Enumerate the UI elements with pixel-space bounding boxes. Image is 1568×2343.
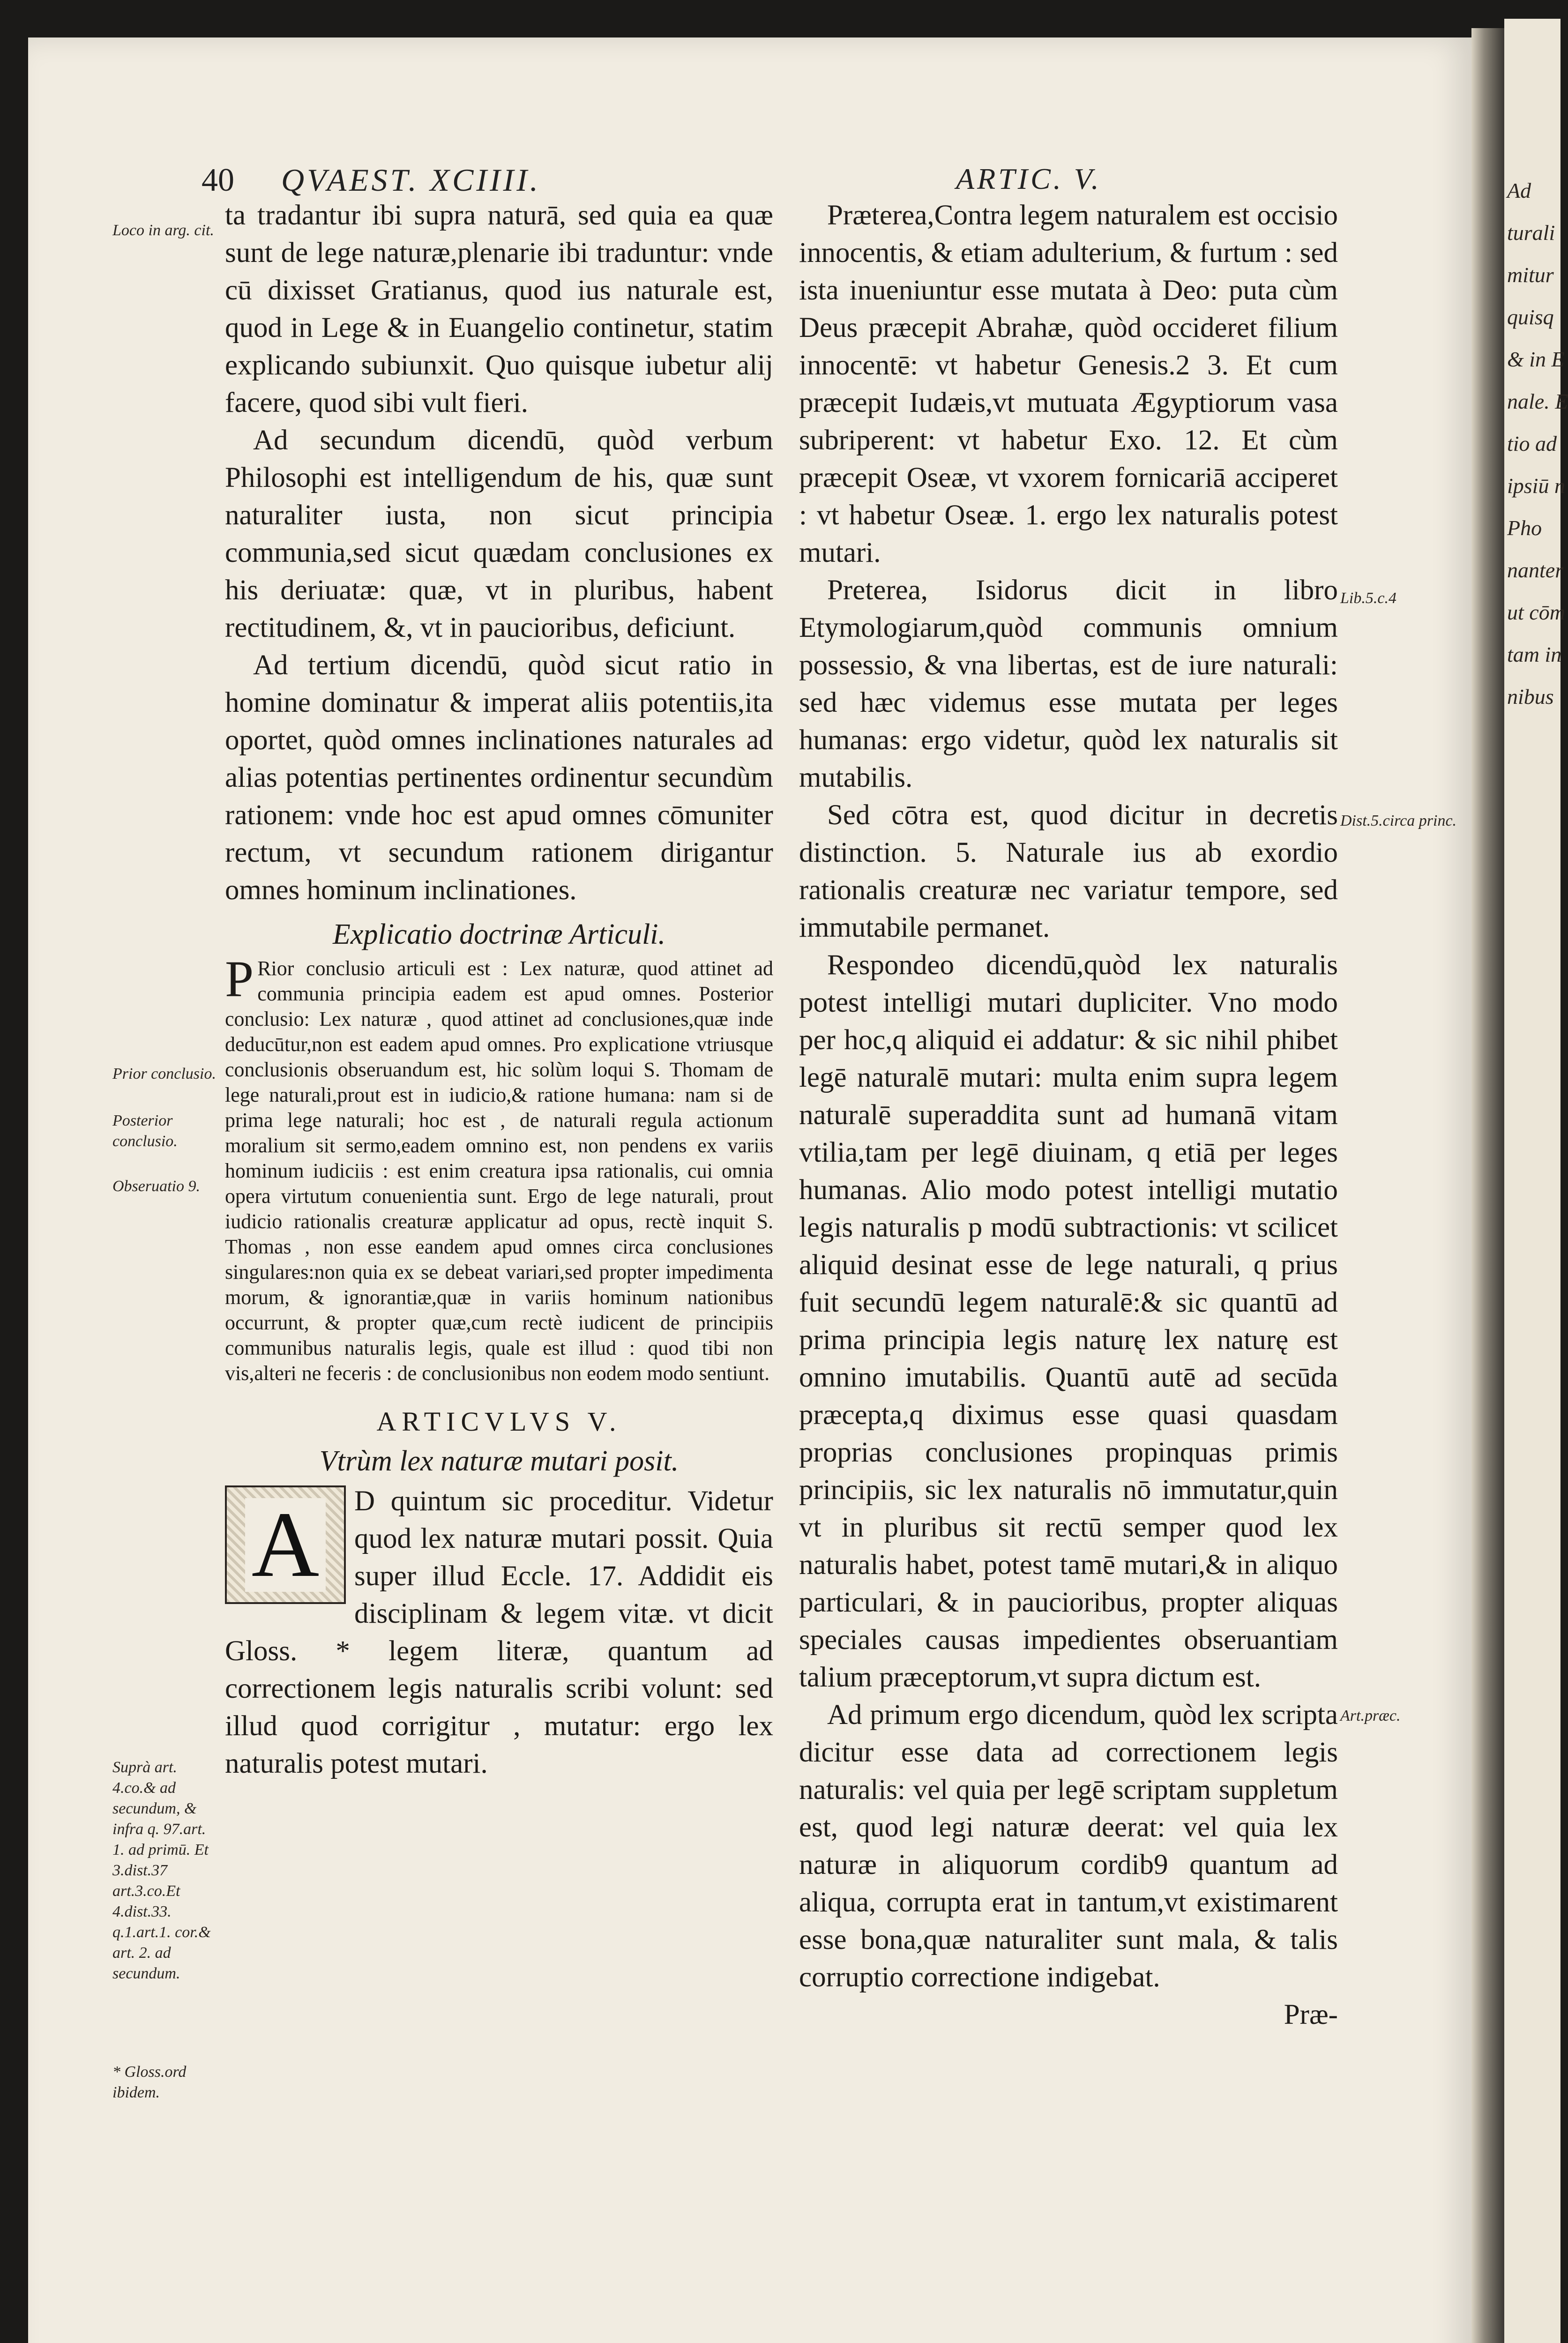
- left-column: [225, 197, 773, 1783]
- right-paragraph-4: Respondeo dicendū,quòd lex naturalis potest intelligi mutari dupliciter. Vno modo per hoc,q aliquid ei addatur: & sic nihil phibet legē naturalē mutari: multa enim supra legem naturalē superaddita sunt ad humanā vitam vtilia,tam per legē diuinam, q etiā per leges humanas. Alio modo potest intelligi mutatio legis naturalis p modū subtractionis: vt scilicet aliquid desinat esse de lege naturali, q prius fuit secundū legem naturalē:& sic quantū ad prima principia legis naturę lex naturę est omnino imutabilis. Quantū autē ad secūda præcepta,q diximus esse quasi quasdam proprias conclusiones propinquas primis principiis, sic lex naturalis nō immutatur,quin vt in pluribus sit rectū semper quod lex naturalis habet, potest tamē mutari,& in aliquo particulari, & in paucioribus, propter aliquas speciales causas impedientes obseruantiam talium præceptorum,vt supra dictum est.: [799, 949, 1338, 1693]
- adjacent-page-text: mitur: [1507, 263, 1554, 287]
- margin-note-art-prae: Art.præc.: [1340, 1707, 1401, 1724]
- margin-note-gloss: * Gloss.ord ibidem.: [112, 2063, 187, 2101]
- articulus-heading: ARTICVLVS V.: [376, 1406, 622, 1437]
- margin-note-prior: Prior conclusio.: [112, 1065, 216, 1082]
- adjacent-page-fragment: [1504, 19, 1568, 2343]
- right-paragraph-5: Ad primum ergo dicendum, quòd lex scripta dicitur esse data ad correctionem legis naturalis: vel quia per legē scriptam suppletum est, quod legi naturæ deerat: vel quia lex naturæ in aliquorum cordib9 quantum ad aliqua, corrupta erat in tantum,vt existimarent esse bona,quæ naturaliter sunt mala, & talis corruptio correctione indigebat.: [799, 1699, 1338, 1993]
- adjacent-page-text: ut cōm: [1507, 600, 1565, 624]
- decorated-initial-letter: A: [245, 1498, 326, 1592]
- explicatio-dropcap: P: [225, 950, 254, 1007]
- page-edge: [1471, 28, 1504, 2343]
- right-paragraph-2: Preterea, Isidorus dicit in libro Etymologiarum,quòd communis omnium possessio, & vna libertas, est de iure naturali: sed hæc videmus esse mutata per leges humanas: ergo videtur, quòd lex naturalis sit mutabilis.: [799, 575, 1338, 793]
- right-column: [799, 197, 1338, 2034]
- left-paragraph-1: ta tradantur ibi supra naturā, sed quia ea quæ sunt de lege naturæ,plenarie ibi traduntur: vnde cū dixisset Gratianus, quod ius naturale est, quod in Lege & in Euangelio continetur, statim explicando subiunxit. Quo quisque iubetur alij facere, quod sibi vult fieri.: [225, 200, 773, 418]
- left-paragraph-2: Ad secundum dicendū, quòd verbum Philosophi est intelligendum de his, quæ sunt naturaliter iusta, non sicut principia communia,sed sicut quædam conclusiones ex his deriuatæ: quæ, vt in pluribus, habent rectitudinem, &, vt in paucioribus, deficiunt.: [225, 425, 773, 643]
- articulus-title: Vtrùm lex naturæ mutari posit.: [319, 1445, 679, 1477]
- margin-note-loco: Loco in arg. cit.: [112, 222, 214, 239]
- explicatio-block: [225, 950, 773, 1386]
- right-paragraph-3: Sed cōtra est, quod dicitur in decretis distinction. 5. Naturale ius ab exordio rationalis creaturæ nec variatur tempore, sed immutabile permanet.: [799, 799, 1338, 943]
- explicatio-text: Rior conclusio articuli est : Lex naturæ, quod attinet ad communia principia eadem est apud omnes. Posterior conclusio: Lex naturæ , quod attinet ad conclusiones,quæ inde deducūtur,non est eadem apud omnes. Pro explicatione vtriusque conclusionis obseruandum est, hic solùm loqui S. Thomam de lege naturali,prout est in iudicio,& ratione humana: nam si de prima lege naturali; hoc est , de naturali regula actionum moralium sit sermo,eadem omnino est, non pendens ex variis hominum iudiciis : est enim creatura ipsa rationalis, cui omnia opera virtutum conuenientia sunt. Ergo de lege naturali, prout iudicio rationalis creaturæ applicatur ad opus, rectè inquit S. Thomas , non esse eandem apud omnes circa conclusiones singulares:non quia ex se debeat variari,sed propter impedimenta morum, & ignorantiæ,quæ in variis hominum nationibus occurrunt, & propter quæ,cum rectè iudicent de principiis communibus naturalis legis, quale est illud : quod tibi non vis,alteri ne feceris : de conclusionibus non eodem modo sentiunt.: [225, 957, 773, 1385]
- adjacent-page-text: Ad: [1507, 179, 1531, 202]
- adjacent-page-text: turali: [1507, 221, 1555, 245]
- running-head-quaest: QVAEST. XCIIII.: [281, 162, 541, 198]
- left-paragraph-4: D quintum sic proceditur. Videtur quod lex naturæ mutari possit. Quia super illud Eccle. 17. Addidit eis disciplinam & legem vitæ. vt dicit Gloss. * legem literæ, quantum ad correctionem legis naturalis scribi volunt: sed illud quod corrigitur , mutatur: ergo lex naturalis potest mutari.: [225, 1485, 773, 1779]
- adjacent-page-text: ipsiū n: [1507, 474, 1565, 498]
- adjacent-page-text: tio ad: [1507, 432, 1557, 455]
- margin-note-obseruatio: Obseruatio 9.: [112, 1178, 200, 1195]
- explicatio-heading: Explicatio doctrinæ Articuli.: [332, 918, 666, 950]
- decorated-initial: [225, 1485, 346, 1604]
- left-paragraph-3: Ad tertium dicendū, quòd sicut ratio in homine dominatur & imperat aliis potentiis,ita oportet, quòd omnes inclinationes naturales ad alias potentias pertinentes ordinentur secundùm rationem: vnde hoc est apud omnes cōmuniter rectum, vt secundum rationem dirigantur omnes hominum inclinationes.: [225, 649, 773, 906]
- running-head-artic: ARTIC. V.: [956, 162, 1102, 195]
- catchword: Præ-: [1284, 1999, 1338, 2030]
- article-body: [225, 1483, 773, 1783]
- margin-note-dist: Dist.5.circa princ.: [1340, 812, 1457, 829]
- margin-note-posterior: Posterior conclusio.: [112, 1112, 178, 1150]
- page-number: 40: [202, 162, 234, 198]
- adjacent-page-text: nanter: [1507, 558, 1564, 582]
- margin-note-supra: Suprà art. 4.co.& ad secundum, & infra q. 97.art. 1. ad primū. Et 3.dist.37 art.3.co.Et 4.dist.33. q.1.art.1. cor.& art. 2. ad secundum.: [112, 1759, 211, 1982]
- adjacent-page-text: & in E: [1507, 347, 1565, 371]
- adjacent-page-text: nale. E: [1507, 389, 1568, 413]
- adjacent-page-text: tam in: [1507, 642, 1562, 666]
- adjacent-page-text: quisq: [1507, 305, 1554, 329]
- adjacent-page-text: nibus: [1507, 685, 1554, 709]
- adjacent-page-text: Pho: [1507, 516, 1542, 540]
- margin-note-lib: Lib.5.c.4: [1340, 589, 1396, 607]
- right-paragraph-1: Præterea,Contra legem naturalem est occisio innocentis, & etiam adulterium, & furtum : sed ista inueniuntur esse mutata à Deo: puta cùm Deus præcepit Abrahæ, quòd occideret filium innocentē: vt habetur Genesis.2 3. Et cum præcepit Iudæis,vt mutuata Ægyptiorum vasa subriperent: vt habetur Exo. 12. Et cùm præcepit Oseæ, vt vxorem fornicariā acciperet : vt habetur Oseæ. 1. ergo lex naturalis potest mutari.: [799, 200, 1338, 568]
